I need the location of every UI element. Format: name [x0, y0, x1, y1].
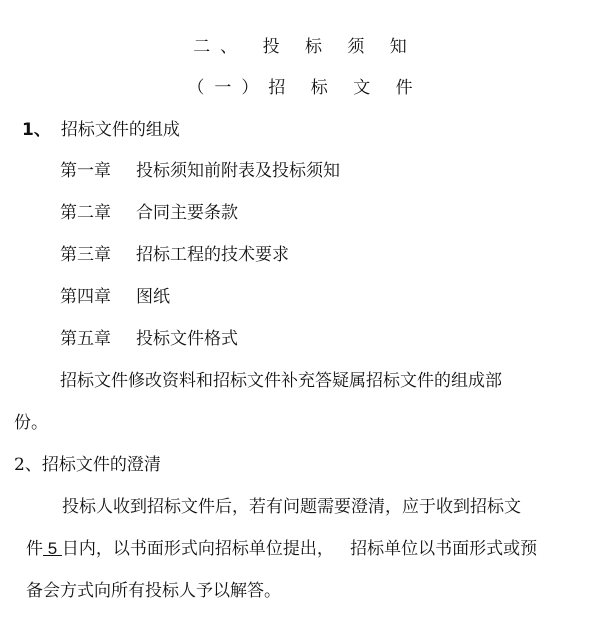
chapter-row [60, 286, 170, 308]
item-1-heading [22, 119, 180, 141]
chapter-title: 招标工程的技术要求 [136, 245, 289, 265]
chapter-row [60, 328, 238, 350]
clarification-line-1: 投标人收到招标文件后，若有问题需要澄清，应于收到招标文 [62, 497, 521, 517]
item-2-heading: 2、招标文件的澄清 [14, 455, 161, 475]
chapter-number: 第二章 [60, 203, 111, 223]
note-line-1: 招标文件修改资料和招标文件补充答疑属招标文件的组成部 [60, 371, 502, 391]
chapter-number: 第一章 [60, 161, 111, 181]
chapter-title: 投标文件格式 [136, 329, 238, 349]
note-line-2: 份。 [14, 413, 48, 433]
chapter-title: 图纸 [136, 287, 170, 307]
chapter-title: 投标须知前附表及投标须知 [136, 161, 340, 181]
chapter-row [60, 202, 238, 224]
chapter-number: 第四章 [60, 287, 111, 307]
chapter-number: 第五章 [60, 329, 111, 349]
clarification-line-3: 备会方式向所有投标人予以解答。 [26, 581, 281, 601]
item-1-number: 1、 [22, 120, 51, 140]
chapter-row [60, 244, 289, 266]
item-1-title: 招标文件的组成 [60, 120, 180, 140]
subsection-title: （一）招 标 文 件 [187, 78, 423, 98]
clarification-suffix: 日内，以书面形式向招标单位提出， 招标单位以书面形式或预 [61, 539, 538, 559]
section-title: 二、 投 标 须 知 [193, 37, 417, 57]
days-blank: 5 [43, 539, 62, 558]
clarification-line-2 [26, 538, 537, 560]
chapter-number: 第三章 [60, 245, 111, 265]
chapter-row [60, 160, 340, 182]
clarification-prefix: 件 [26, 539, 43, 559]
chapter-title: 合同主要条款 [136, 203, 238, 223]
